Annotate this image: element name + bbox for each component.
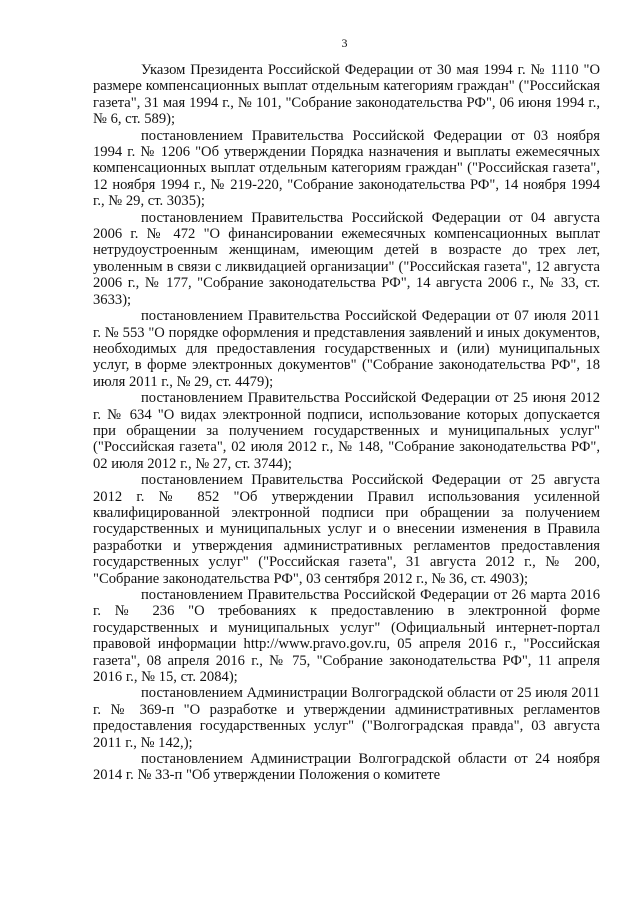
paragraph-presidential-decree-1110: Указом Президента Российской Федерации от 30 мая 1994 г. № 1110 "О размере компенсационных выплат отдельным категориям граждан" ("Российская газета", 31 мая 1994 г., № 101, "Собрание законодательства РФ", 06 июня 1994 г., № 6, ст. 589); [93,62,600,128]
paragraph-resolution-369p: постановлением Администрации Волгоградской области от 25 июля 2011 г. № 369-п "О разработке и утверждении административных регламентов предоставления государственных услуг" ("Волгоградская правда", 03 августа 2011 г., № 142,); [93,685,600,751]
paragraph-resolution-472: постановлением Правительства Российской Федерации от 04 августа 2006 г. № 472 "О финансировании ежемесячных компенсационных выплат нетрудоустроенным женщинам, имеющим детей в возрасте до трех лет, уволенным в связи с ликвидацией организации" ("Российская газета", 12 августа 2006 г., № 177, "Собрание законодательства РФ", 14 августа 2006 г., № 33, ст. 3633); [93,209,600,308]
paragraph-resolution-852: постановлением Правительства Российской Федерации от 25 августа 2012 г. № 852 "Об утверждении Правил использования усиленной квалифицированной электронной подписи при обращении за получением государственных и муниципальных услуг и о внесении изменения в Правила разработки и утверждения административных регламентов предоставления государственных услуг" ("Российская газета", 31 августа 2012 г., № 200, "Собрание законодательства РФ", 03 сентября 2012 г., № 36, ст. 4903); [93,472,600,587]
paragraph-resolution-236: постановлением Правительства Российской Федерации от 26 марта 2016 г. № 236 "О требованиях к предоставлению в электронной форме государственных и муниципальных услуг" (Официальный интернет-портал правовой информации http://www.pravo.gov.ru, 05 апреля 2016 г., "Российская газета", 08 апреля 2016 г., № 75, "Собрание законодательства РФ", 11 апреля 2016 г., № 15, ст. 2084); [93,587,600,686]
page-number: 3 [341,36,348,50]
paragraph-resolution-33p: постановлением Администрации Волгоградской области от 24 ноября 2014 г. № 33-п "Об утверждении Положения о комитете [93,751,600,784]
paragraph-resolution-1206: постановлением Правительства Российской Федерации от 03 ноября 1994 г. № 1206 "Об утверждении Порядка назначения и выплаты ежемесячных компенсационных выплат отдельным категориям граждан" ("Российская газета", 12 ноября 1994 г., № 219-220, "Собрание законодательства РФ", 14 ноября 1994 г., № 29, ст. 3035); [93,127,600,210]
paragraph-resolution-553: постановлением Правительства Российской Федерации от 07 июля 2011 г. № 553 "О порядке оформления и представления заявлений и иных документов, необходимых для предоставления государственных и (или) муниципальных услуг, в форме электронных документов" ("Собрание законодательства РФ", 18 июля 2011 г., № 29, ст. 4479); [93,308,600,390]
paragraph-resolution-634: постановлением Правительства Российской Федерации от 25 июня 2012 г. № 634 "О видах электронной подписи, использование которых допускается при обращении за получением государственных и муниципальных услуг" ("Российская газета", 02 июля 2012 г., № 148, "Собрание законодательства РФ", 02 июля 2012 г., № 27, ст. 3744); [93,390,600,472]
